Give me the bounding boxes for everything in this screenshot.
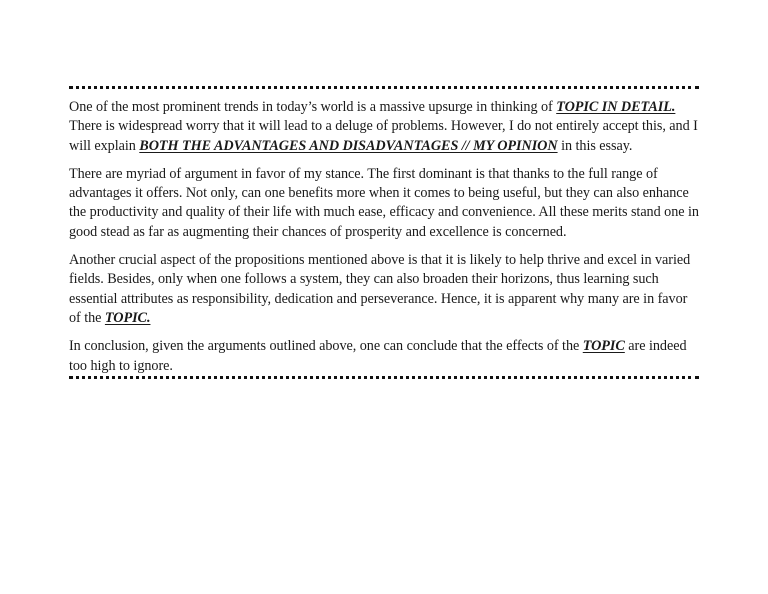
conclusion-text-2: are indeed too high to ignore.: [69, 338, 687, 374]
body-1-text: There are myriad of argument in favor of my stance. The first dominant is that thanks to the full range of advantages it offers. Not only, can one benefits more when it comes to being useful, but they can also enhance the productivity and quality of their life with much ease, efficacy and convenience. All these merits stand one in good stead as far as augmenting their chances of prosperity and excellence is concerned.: [69, 165, 699, 240]
intro-text-1: One of the most prominent trends in today’s world is a massive upsurge in thinking of: [69, 99, 557, 115]
paragraph-body-2: [69, 251, 699, 328]
topic-placeholder: TOPIC IN DETAIL.: [556, 99, 676, 115]
paragraph-conclusion: [69, 337, 699, 376]
bottom-dotted-rule: [69, 376, 699, 379]
document-page: [69, 86, 699, 379]
paragraph-body-1: [69, 165, 699, 242]
topic-placeholder: TOPIC: [582, 338, 625, 355]
stance-placeholder: BOTH THE ADVANTAGES AND DISADVANTAGES // MY OPINION: [139, 137, 558, 154]
intro-text-3: in this essay.: [557, 137, 633, 154]
paragraph-introduction: [69, 98, 699, 156]
essay-body: [69, 98, 699, 376]
conclusion-text-1: In conclusion, given the arguments outlined above, one can conclude that the effects of the: [69, 338, 583, 355]
body-2-text: Another crucial aspect of the propositions mentioned above is that it is likely to help thrive and excel in varied fields. Besides, only when one follows a system, they can also broaden their horizons, thus learning such essential attributes as responsibility, dedication and perseverance. Hence, it is apparent why many are in favor of the: [69, 252, 691, 326]
topic-placeholder: TOPIC.: [104, 309, 151, 326]
intro-text-2: There is widespread worry that it will lead to a deluge of problems. However, I do not entirely accept this, and I will explain: [69, 118, 698, 154]
top-dotted-rule: [69, 86, 699, 89]
